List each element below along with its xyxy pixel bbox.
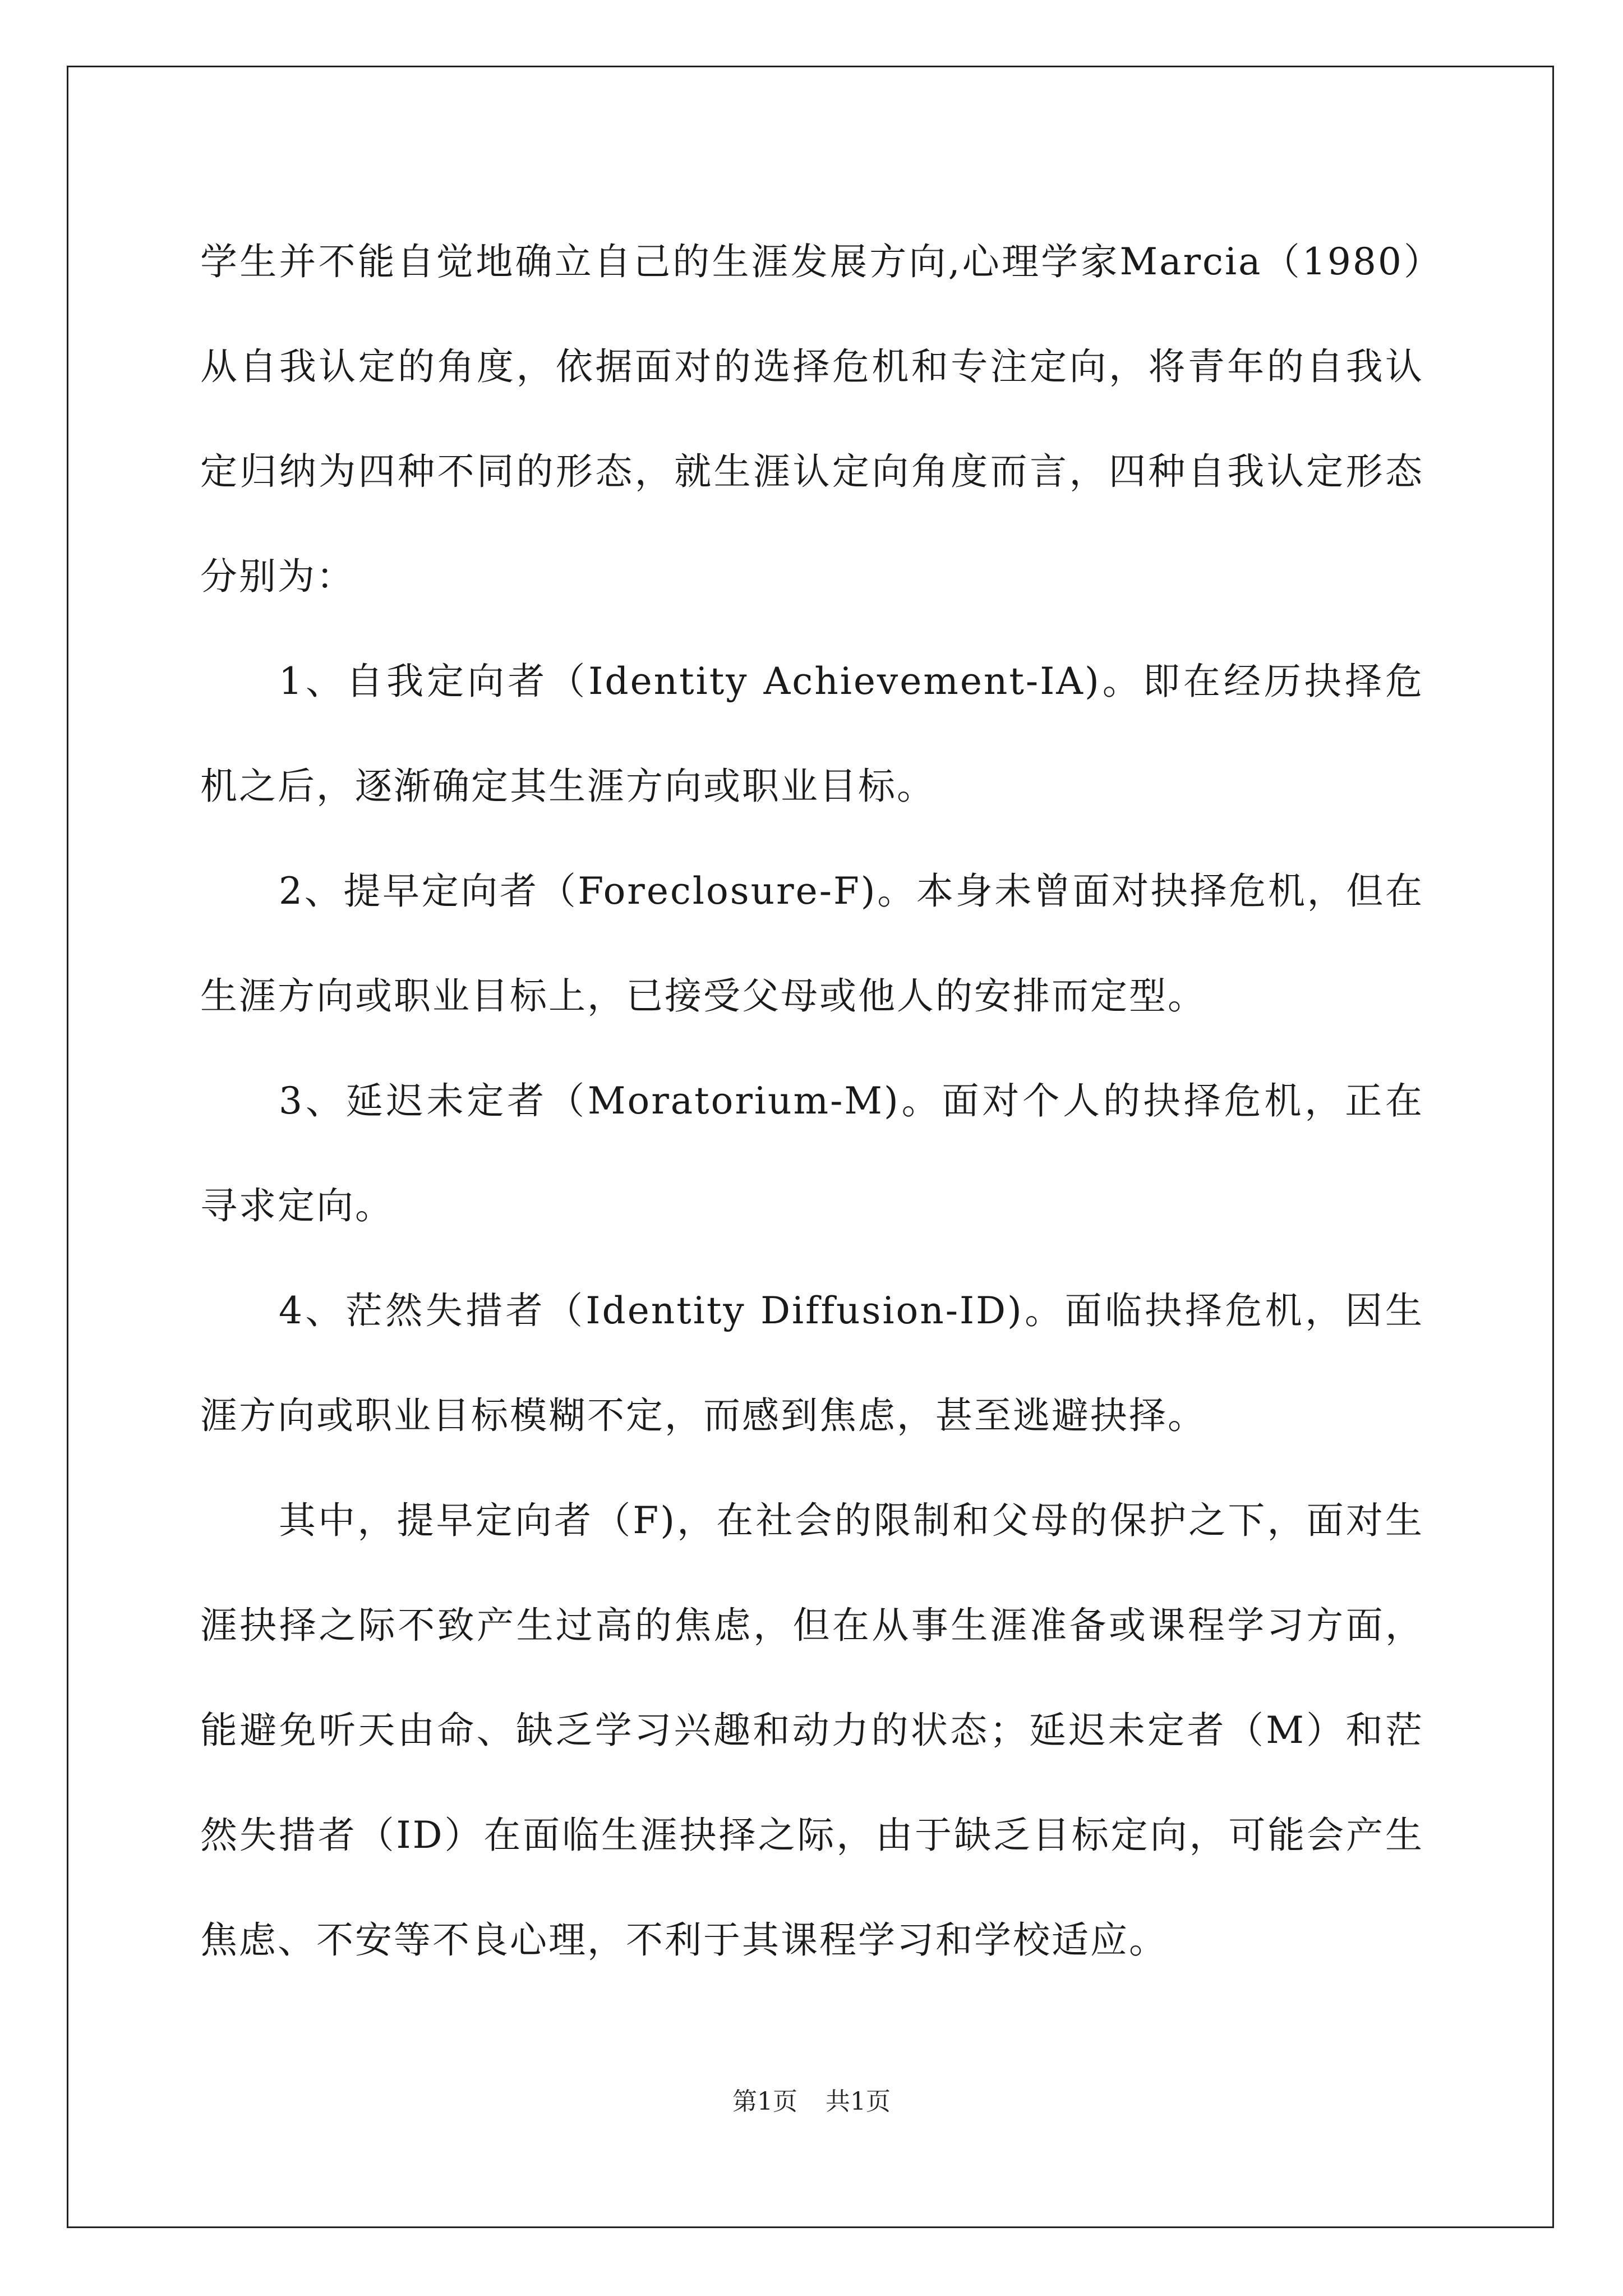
- paragraph-item-3: 3、延迟未定者（Moratorium-M)。面对个人的抉择危机，正在寻求定向。: [200, 1079, 1424, 1227]
- page-number-current: 第1页: [732, 2087, 797, 2116]
- paragraph-intro: 学生并不能自觉地确立自己的生涯发展方向,心理学家Marcia（1980）从自我认定的角度，依据面对的选择危机和专注定向，将青年的自我认定归纳为四种不同的形态，就生涯认定向角度而言，四种自我认定形态分别为：: [200, 240, 1424, 598]
- paragraph-item-2: 2、提早定向者（Foreclosure-F)。本身未曾面对抉择危机，但在生涯方向或职业目标上，已接受父母或他人的安排而定型。: [200, 869, 1424, 1018]
- paragraph-summary: 其中，提早定向者（F)，在社会的限制和父母的保护之下，面对生涯抉择之际不致产生过高的焦虑，但在从事生涯准备或课程学习方面，能避免听天由命、缺乏学习兴趣和动力的状态；延迟未定者（M）和茫然失措者（ID）在面临生涯抉择之际，由于缺乏目标定向，可能会产生焦虑、不安等不良心理，不利于其课程学习和学校适应。: [200, 1499, 1424, 1962]
- page-footer: [0, 2081, 1623, 2117]
- page-number-total: 共1页: [826, 2087, 891, 2116]
- document-body: [200, 209, 1424, 1993]
- paragraph-item-1: 1、自我定向者（Identity Achievement-IA)。即在经历抉择危机之后，逐渐确定其生涯方向或职业目标。: [200, 660, 1424, 808]
- paragraph-item-4: 4、茫然失措者（Identity Diffusion-ID)。面临抉择危机，因生涯方向或职业目标模糊不定，而感到焦虑，甚至逃避抉择。: [200, 1289, 1424, 1437]
